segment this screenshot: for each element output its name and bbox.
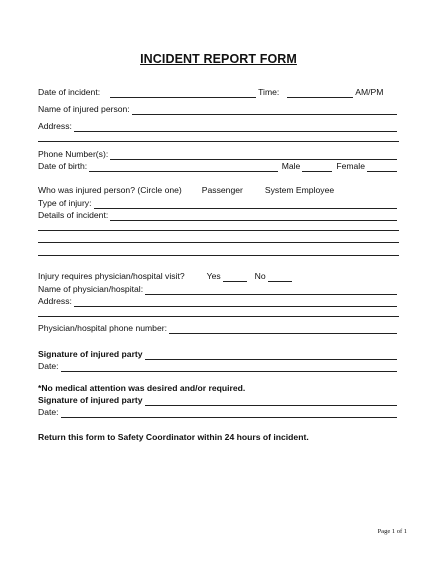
signature2-date-field[interactable] <box>61 408 397 418</box>
page-number: Page 1 of 1 <box>377 528 407 535</box>
physician-visit-label: Injury requires physician/hospital visit? <box>38 271 185 281</box>
details-line-4[interactable] <box>38 255 399 256</box>
injury-type-field[interactable] <box>94 199 398 209</box>
no-medical-note: *No medical attention was desired and/or required. <box>38 383 246 393</box>
ampm-label: AM/PM <box>355 87 384 97</box>
return-note: Return this form to Safety Coordinator within 24 hours of incident. <box>38 432 309 442</box>
passenger-option[interactable]: Passenger <box>201 185 243 195</box>
yes-label: Yes <box>206 271 221 281</box>
signature-date-row <box>38 361 399 372</box>
form-title: INCIDENT REPORT FORM <box>140 52 297 66</box>
phone-row <box>38 149 399 160</box>
date-time-row <box>38 87 399 98</box>
physician-phone-label: Physician/hospital phone number: <box>38 323 167 333</box>
system-employee-option[interactable]: System Employee <box>264 185 335 195</box>
details-label: Details of incident: <box>38 210 109 220</box>
signature-date-field[interactable] <box>61 362 397 372</box>
address-field[interactable] <box>74 122 397 132</box>
signature2-row <box>38 395 399 406</box>
signature2-date-row <box>38 407 399 418</box>
address-row <box>38 121 399 132</box>
phone-label: Phone Number(s): <box>38 149 109 159</box>
details-line-3[interactable] <box>38 242 399 243</box>
male-label: Male <box>281 161 301 171</box>
injury-type-row <box>38 198 399 209</box>
details-line-2[interactable] <box>38 230 399 231</box>
physician-address-field[interactable] <box>74 297 397 307</box>
time-field[interactable] <box>287 88 353 98</box>
dob-label: Date of birth: <box>38 161 88 171</box>
signature-field[interactable] <box>145 350 397 360</box>
female-field[interactable] <box>367 162 397 172</box>
female-label: Female <box>336 161 365 171</box>
male-field[interactable] <box>302 162 332 172</box>
no-label: No <box>254 271 266 281</box>
physician-visit-row <box>38 271 399 282</box>
dob-row <box>38 161 399 172</box>
injury-type-label: Type of injury: <box>38 198 92 208</box>
physician-name-row <box>38 284 399 295</box>
physician-address-row <box>38 296 399 307</box>
signature-date-label: Date: <box>38 361 59 371</box>
physician-phone-field[interactable] <box>169 324 397 334</box>
date-of-incident-label: Date of incident: <box>38 87 101 97</box>
injured-name-field[interactable] <box>132 105 397 115</box>
signature2-date-label: Date: <box>38 407 59 417</box>
date-of-incident-field[interactable] <box>110 88 256 98</box>
signature-label: Signature of injured party <box>38 349 143 359</box>
signature-row <box>38 349 399 360</box>
physician-address-label: Address: <box>38 296 72 306</box>
signature2-field[interactable] <box>145 396 397 406</box>
time-label: Time: <box>258 87 280 97</box>
details-field[interactable] <box>110 211 397 221</box>
address-line-2[interactable] <box>38 141 399 142</box>
who-injured-label: Who was injured person? (Circle one) <box>38 185 182 195</box>
physician-address-line-2[interactable] <box>38 316 399 317</box>
injured-name-row <box>38 104 399 115</box>
yes-field[interactable] <box>223 272 247 282</box>
physician-name-field[interactable] <box>145 285 397 295</box>
phone-field[interactable] <box>110 150 397 160</box>
injured-name-label: Name of injured person: <box>38 104 130 114</box>
who-injured-row <box>38 185 399 196</box>
details-row <box>38 210 399 221</box>
physician-name-label: Name of physician/hospital: <box>38 284 144 294</box>
address-label: Address: <box>38 121 72 131</box>
signature2-label: Signature of injured party <box>38 395 143 405</box>
physician-phone-row <box>38 323 399 334</box>
no-field[interactable] <box>268 272 292 282</box>
dob-field[interactable] <box>89 162 278 172</box>
